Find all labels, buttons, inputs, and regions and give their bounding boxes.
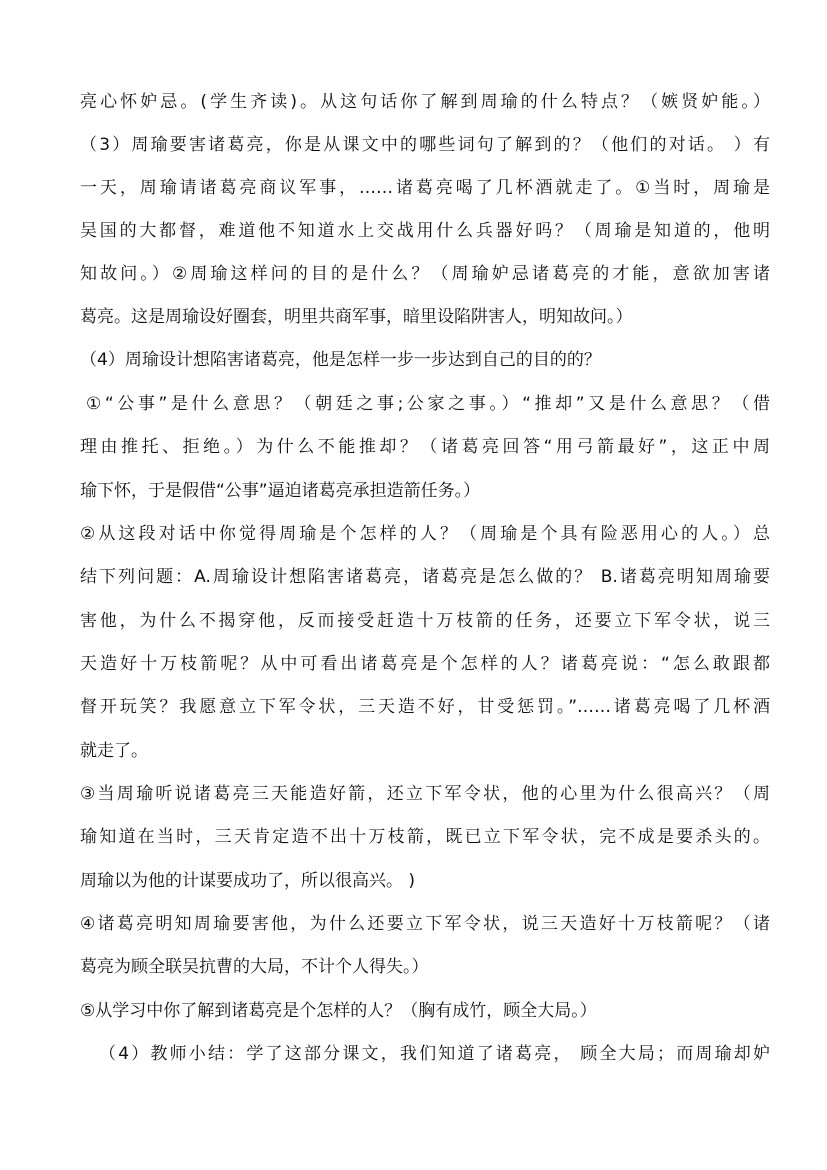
text-line: 瑜下怀，于是假借“公事”逼迫诸葛亮承担造箭任务。） [80, 481, 481, 501]
text-line: ①“公事”是什么意思？（朝廷之事;公家之事。）“推却”又是什么意思？（借 [86, 394, 770, 414]
text-line: 就走了。 [80, 741, 148, 761]
text-line: （4）周瑜设计想陷害诸葛亮，他是怎样一步一步达到自己的目的的？ [80, 350, 601, 370]
text-line: 亮心怀妒忌。(学生齐读)。从这句话你了解到周瑜的什么特点？（嫉贤妒能。） [80, 92, 770, 112]
text-line: ③当周瑜听说诸葛亮三天能造好箭，还立下军令状，他的心里为什么很高兴？（周 [80, 784, 770, 804]
text-line: 理由推托、拒绝。）为什么不能推却？（诸葛亮回答“用弓箭最好”，这正中周 [80, 437, 770, 457]
text-line: （3）周瑜要害诸葛亮，你是从课文中的哪些词句了解到的？（他们的对话。 ）有 [80, 135, 770, 155]
text-line: 周瑜以为他的计谋要成功了，所以很高兴。 ) [80, 871, 416, 891]
text-line: 葛亮。这是周瑜设好圈套，明里共商军事，暗里设陷阱害人，明知故问。） [80, 307, 633, 327]
text-line: 知故问。）②周瑜这样问的目的是什么？（周瑜妒忌诸葛亮的才能，意欲加害诸 [80, 264, 770, 284]
text-line: 督开玩笑？我愿意立下军令状，三天造不好，甘受惩罚。”……诸葛亮喝了几杯酒 [80, 697, 770, 717]
text-line: 一天，周瑜请诸葛亮商议军事，……诸葛亮喝了几杯酒就走了。①当时，周瑜是 [80, 178, 770, 198]
text-line: （4）教师小结：学了这部分课文，我们知道了诸葛亮， 顾全大局；而周瑜却妒 [99, 1044, 770, 1064]
text-line: ②从这段对话中你觉得周瑜是个怎样的人？（周瑜是个具有险恶用心的人。）总 [80, 524, 770, 544]
text-line: 瑜知道在当时，三天肯定造不出十万枝箭，既已立下军令状，完不成是要杀头的。 [80, 827, 770, 847]
text-line: 吴国的大都督，难道他不知道水上交战用什么兵器好吗？（周瑜是知道的，他明 [80, 221, 770, 241]
text-line: 结下列问题：A.周瑜设计想陷害诸葛亮，诸葛亮是怎么做的？ B.诸葛亮明知周瑜要 [80, 567, 770, 587]
text-line: 天造好十万枝箭呢？从中可看出诸葛亮是个怎样的人？诸葛亮说：“怎么敢跟都 [80, 654, 770, 674]
text-line: ⑤从学习中你了解到诸葛亮是个怎样的人？（胸有成竹，顾全大局。） [80, 1001, 597, 1021]
text-line: 害他，为什么不揭穿他，反而接受赶造十万枝箭的任务，还要立下军令状，说三 [80, 611, 770, 631]
text-line: ④诸葛亮明知周瑜要害他，为什么还要立下军令状，说三天造好十万枝箭呢？（诸 [80, 914, 770, 934]
text-line: 葛亮为顾全联吴抗曹的大局，不计个人得失。） [80, 957, 429, 977]
